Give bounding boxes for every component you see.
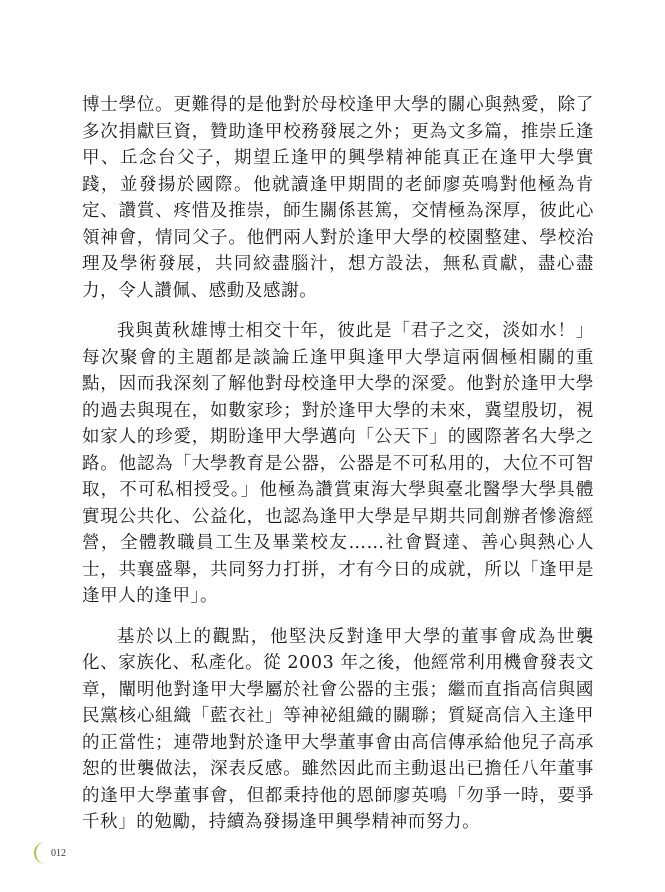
paragraph-3: 基於以上的觀點，他堅決反對逢甲大學的董事會成為世襲化、家族化、私產化。從 2003 年之後，他經常利用機會發表文章，闡明他對逢甲大學屬於社會公器的主張；繼而直指高信與國民黨核心組織「藍衣社」等神祕組織的關聯；質疑高信入主逢甲的正當性；連帶地對於逢甲大學董事會由高信傳承給他兒子高承恕的世襲做法，深表反感。雖然因此而主動退出已擔任八年董事的逢甲大學董事會，但都秉持他的恩師廖英鳴「勿爭一時，要爭千秋」的勉勵，持續為發揚逢甲興學精神而努力。 (82, 626, 594, 832)
folio-ornament-icon (34, 842, 48, 864)
body-text (82, 92, 594, 850)
paragraph-1: 博士學位。更難得的是他對於母校逢甲大學的關心與熱愛，除了多次捐獻巨資，贊助逢甲校務發展之外；更為文多篇，推崇丘逢甲、丘念台父子，期望丘逢甲的興學精神能真正在逢甲大學實踐，並發揚於國際。他就讀逢甲期間的老師廖英鳴對他極為肯定、讚賞、疼惜及推崇，師生關係甚篤，交情極為深厚，彼此心領神會，情同父子。他們兩人對於逢甲大學的校園整建、學校治理及學術發展，共同絞盡腦汁，想方設法，無私貢獻，盡心盡力，令人讚佩、感動及感謝。 (82, 95, 594, 301)
page-footer (34, 840, 66, 866)
paragraph-2: 我與黃秋雄博士相交十年，彼此是「君子之交，淡如水！」每次聚會的主題都是談論丘逢甲與逢甲大學這兩個極相關的重點，因而我深刻了解他對母校逢甲大學的深愛。他對於逢甲大學的過去與現在，如數家珍；對於逢甲大學的未來，冀望殷切，視如家人的珍愛，期盼逢甲大學邁向「公天下」的國際著名大學之路。他認為「大學教育是公器，公器是不可私用的，大位不可智取，不可私相授受。」他極為讚賞東海大學與臺北醫學大學具體實現公共化、公益化，也認為逢甲大學是早期共同創辦者慘澹經營，全體教職員工生及畢業校友……社會賢達、善心與熱心人士，共襄盛舉，共同努力打拼，才有今日的成就，所以「逢甲是逢甲人的逢甲」。 (82, 321, 594, 606)
page-number: 012 (51, 847, 66, 859)
